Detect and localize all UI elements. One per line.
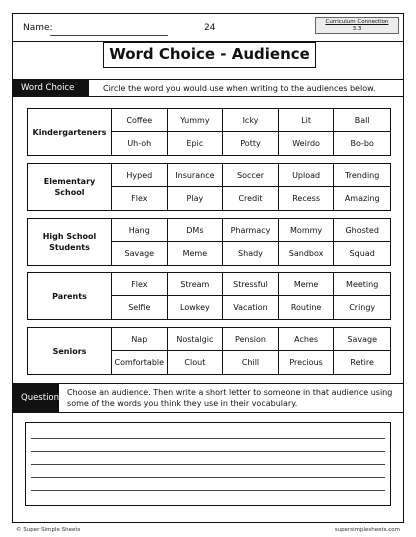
audience-label: Parents xyxy=(28,273,112,319)
audience-group-elementary-school xyxy=(27,163,391,211)
word-option[interactable]: Pharmacy xyxy=(223,219,279,242)
footer-website: supersimplesheets.com xyxy=(334,527,400,533)
writing-line xyxy=(31,451,385,452)
word-option[interactable]: Upload xyxy=(279,164,335,187)
word-option[interactable]: Lit xyxy=(279,109,335,132)
word-option[interactable]: Potty xyxy=(223,132,279,155)
word-option[interactable]: Stressful xyxy=(223,273,279,296)
question-text: Choose an audience. Then write a short letter to someone in that audience using some of the words you think they use in their vocabulary. xyxy=(67,388,393,408)
word-option[interactable]: Clout xyxy=(168,351,224,374)
audience-label: Seniors xyxy=(28,328,112,374)
word-option[interactable]: Credit xyxy=(223,187,279,210)
word-option[interactable]: Sandbox xyxy=(279,242,335,265)
word-option[interactable]: Pension xyxy=(223,328,279,351)
letter-writing-area[interactable] xyxy=(25,422,391,506)
question-label: Question xyxy=(13,384,59,412)
word-option[interactable]: Ghosted xyxy=(334,219,390,242)
word-option[interactable]: Hyped xyxy=(112,164,168,187)
word-option[interactable]: Flex xyxy=(112,273,168,296)
writing-line xyxy=(31,477,385,478)
word-option[interactable]: Insurance xyxy=(168,164,224,187)
audience-label: High School Students xyxy=(28,219,112,265)
word-option[interactable]: Precious xyxy=(279,351,335,374)
word-option[interactable]: Stream xyxy=(168,273,224,296)
word-choice-instructions-bar xyxy=(13,79,403,97)
word-choice-instructions: Circle the word you would use when writing to the audiences below. xyxy=(103,83,376,93)
word-option[interactable]: Routine xyxy=(279,296,335,319)
word-option[interactable]: Squad xyxy=(349,249,375,258)
word-option[interactable]: Trending xyxy=(334,164,390,187)
word-option[interactable]: Recess xyxy=(279,187,335,210)
audience-group-kindergarteners xyxy=(27,108,391,156)
word-option[interactable]: Play xyxy=(168,187,224,210)
word-option[interactable]: Meme xyxy=(279,273,335,296)
audience-group-high-school-students xyxy=(27,218,391,266)
word-option[interactable]: Nostalgic xyxy=(168,328,224,351)
word-option[interactable]: Icky xyxy=(223,109,279,132)
word-choice-label: Word Choice xyxy=(13,80,89,96)
footer-copyright: © Super Simple Sheets xyxy=(16,527,81,533)
worksheet-page xyxy=(12,13,404,523)
word-option[interactable]: DMs xyxy=(168,219,224,242)
question-bar xyxy=(13,383,403,413)
word-option[interactable]: Coffee xyxy=(112,109,168,132)
curriculum-connection-badge xyxy=(315,17,399,34)
audience-label: Elementary School xyxy=(28,164,112,210)
curriculum-connection-code: 3.3 xyxy=(352,25,362,32)
word-option[interactable]: Shady xyxy=(223,242,279,265)
word-option[interactable]: Savage xyxy=(112,242,168,265)
word-option[interactable]: Savage xyxy=(334,328,390,351)
writing-line xyxy=(31,438,385,439)
word-option[interactable]: Chill xyxy=(223,351,279,374)
word-option[interactable]: Weirdo xyxy=(279,132,335,155)
writing-line xyxy=(31,490,385,491)
word-option[interactable]: Meeting xyxy=(334,273,390,296)
word-option[interactable]: Cringy xyxy=(349,303,376,312)
page-title: Word Choice - Audience xyxy=(103,42,316,68)
audience-label: Kindergarteners xyxy=(28,109,112,155)
word-option[interactable]: Nap xyxy=(112,328,168,351)
word-option[interactable]: Amazing xyxy=(344,194,380,203)
word-option[interactable]: Vacation xyxy=(223,296,279,319)
word-option[interactable]: Ball xyxy=(334,109,390,132)
name-label: Name: xyxy=(23,23,53,33)
word-option[interactable]: Lowkey xyxy=(168,296,224,319)
name-field[interactable] xyxy=(50,35,168,36)
page-number: 24 xyxy=(204,23,216,33)
word-option[interactable]: Retire xyxy=(350,358,374,367)
word-option[interactable]: Comfortable xyxy=(112,351,168,374)
word-option[interactable]: Soccer xyxy=(223,164,279,187)
word-option[interactable]: Selfie xyxy=(112,296,168,319)
word-option[interactable]: Yummy xyxy=(168,109,224,132)
word-option[interactable]: Epic xyxy=(168,132,224,155)
audience-group-parents xyxy=(27,272,391,320)
word-option[interactable]: Aches xyxy=(279,328,335,351)
word-option[interactable]: Flex xyxy=(112,187,168,210)
word-option[interactable]: Meme xyxy=(168,242,224,265)
word-option[interactable]: Hang xyxy=(112,219,168,242)
word-option[interactable]: Mommy xyxy=(279,219,335,242)
audience-group-seniors xyxy=(27,327,391,375)
word-option[interactable]: Uh-oh xyxy=(112,132,168,155)
writing-line xyxy=(31,464,385,465)
word-option[interactable]: Bo-bo xyxy=(350,139,374,148)
curriculum-connection-title: Curriculum Connection xyxy=(325,19,389,25)
